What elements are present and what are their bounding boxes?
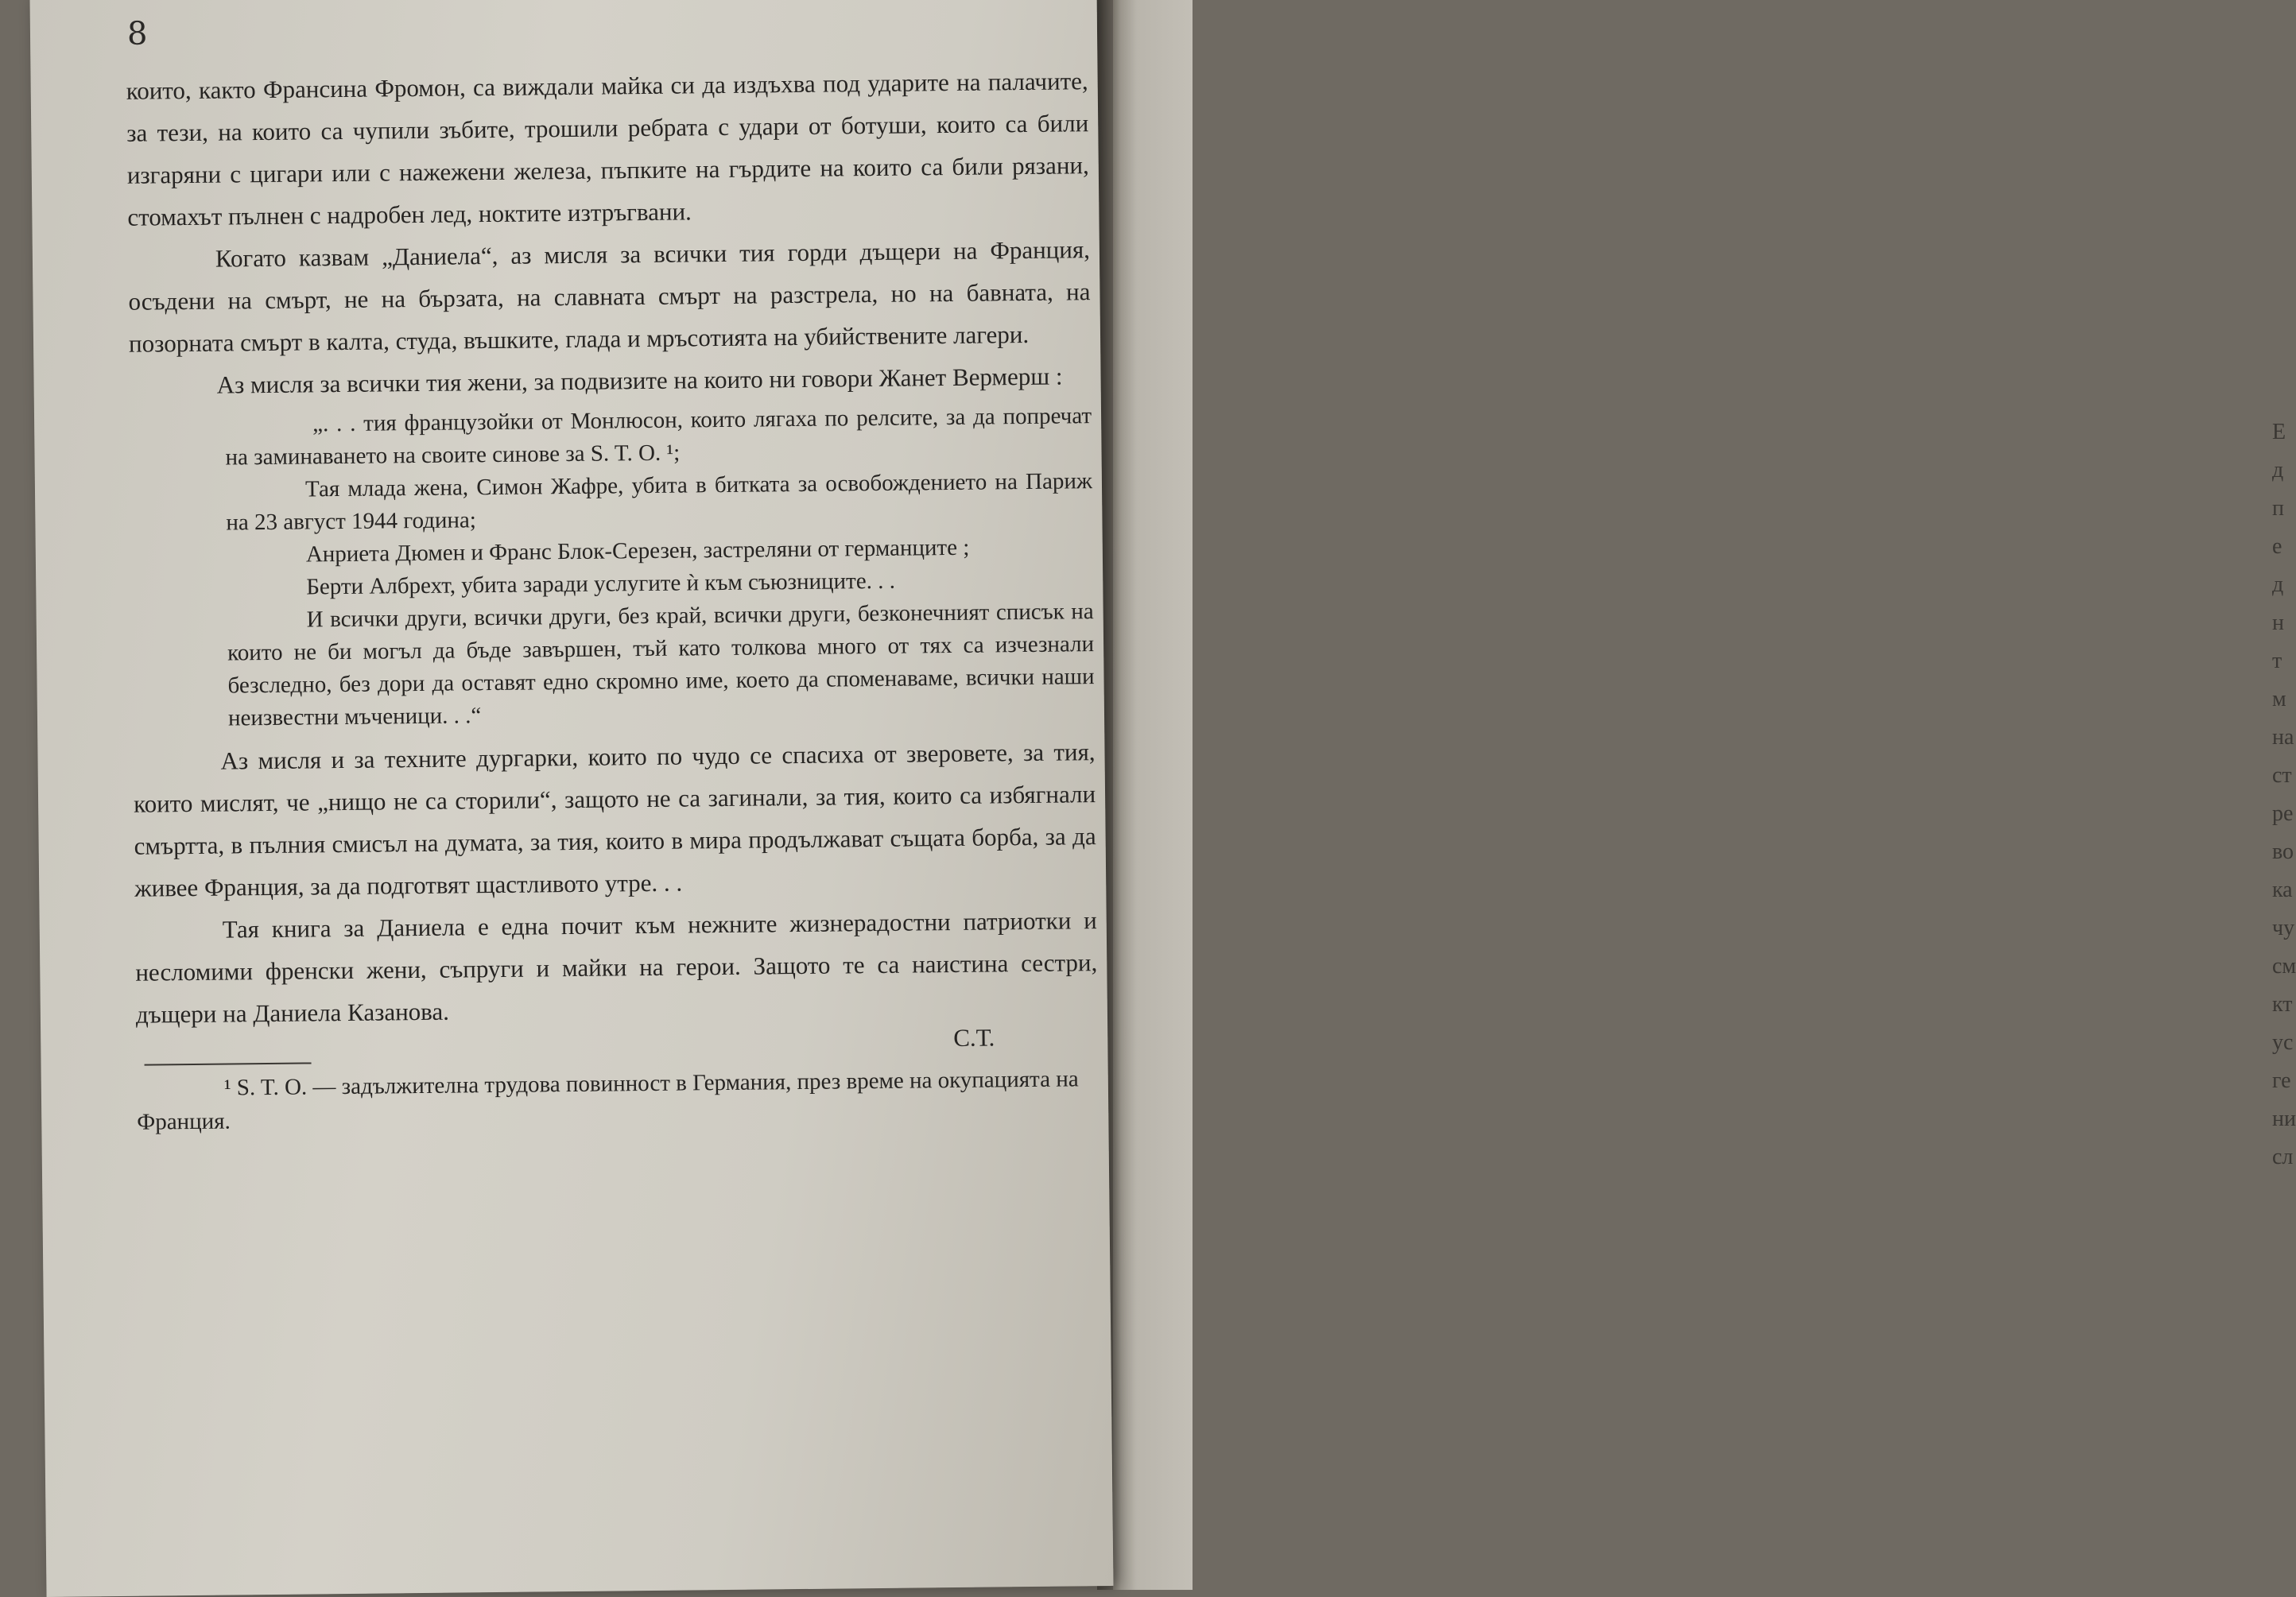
edge-letter: м — [2272, 687, 2286, 711]
edge-letter: во — [2272, 839, 2294, 864]
paragraph-4: Аз мисля и за техните дургарки, които по чудо се спасиха от зверовете, за тия, които мислят, че „нищо не са сторили“, защото не са загинали, за тия, които са избягнали смъртта, в пълния смисъл на думата, за тия, които в мира продължават същата борба, за да живее Франция, за да подготвят щастливото утре. . . — [133, 738, 1096, 902]
quote-line-2: Тая млада жена, Симон Жафре, убита в битката за освобождението на Париж на 23 август 1944 година; — [226, 468, 1093, 536]
paragraph-5: Тая книга за Даниела е една почит към нежните жизнерадостни патриотки и несломими френски жени, съпруги и майки на герои. Защото те са наистина сестри, дъщери на Даниела Казанова. — [135, 906, 1098, 1029]
signature-initials: С.Т. — [953, 1023, 995, 1052]
page-body — [126, 60, 1099, 1139]
book-page — [30, 0, 1114, 1597]
edge-letter: н — [2272, 611, 2284, 635]
edge-letter: кт — [2272, 992, 2293, 1017]
edge-letter: ка — [2272, 878, 2293, 902]
paragraph-1: които, както Франсина Фромон, са виждали майка си да издъхва под ударите на палачите, за тези, на които са чупили зъбите, трошили ребрата с удари от ботуши, които са били изгаряни с цигари или с нажежени железа, пъпките на гърдите на които са били рязани, стомахът пълнен с надробен лед, ноктите изтръгвани. — [126, 67, 1089, 231]
quote-line-4: Берти Албрехт, убита заради услугите ѝ към съюзниците. . . — [306, 568, 896, 600]
block-quote — [130, 400, 1095, 736]
edge-letter: ус — [2272, 1030, 2294, 1055]
page-number: 8 — [126, 15, 148, 52]
edge-letter: на — [2272, 725, 2294, 750]
edge-letter: ни — [2272, 1107, 2296, 1131]
edge-letter: ре — [2272, 801, 2294, 826]
quote-line-5: И всички други, всички други, без край, всички други, безконечният списък на които не би могъл да бъде завършен, тъй като толкова много от тях са изчезнали безследно, без дори да оставят едно скромно име, което да споменаваме, всички наши неизвестни мъченици. . .“ — [227, 599, 1095, 731]
edge-letter: п — [2272, 496, 2284, 521]
paragraph-2: Когато казвам „Даниела“, аз мисля за всички тия горди дъщери на Франция, осъдени на смърт, не на бързата, на славната смърт на разстрела, но на бавната, на позорната смърт в калта, студа, въшките, глада и мръсотията на убийствените лагери. — [128, 235, 1091, 358]
edge-letter: т — [2272, 649, 2282, 673]
edge-letter: чу — [2272, 916, 2295, 940]
edge-letter: Е — [2272, 420, 2286, 444]
edge-letter: д — [2272, 458, 2284, 483]
quote-line-3: Анриета Дюмен и Франс Блок-Серезен, застреляни от германците ; — [305, 534, 970, 568]
edge-letter: сл — [2272, 1145, 2294, 1169]
paragraph-3: Аз мисля за всички тия жени, за подвизите на които ни говори Жанет Вермерш : — [216, 362, 1063, 399]
quote-line-1: „. . . тия французойки от Монлюсон, които лягаха по релсите, за да попречат на заминаването на своите синове за S. T. O. ¹; — [225, 403, 1092, 471]
footnote-divider — [145, 1062, 312, 1065]
facing-page — [1113, 0, 2296, 1590]
edge-letter: д — [2272, 572, 2284, 597]
edge-letter: см — [2272, 954, 2296, 979]
footnote: ¹ S. T. O. — задължителна трудова повинност в Германия, през време на окупацията на Франция. — [137, 1066, 1079, 1135]
edge-letter: ге — [2272, 1068, 2291, 1093]
edge-letter: е — [2272, 534, 2282, 559]
edge-letter: ст — [2272, 763, 2292, 788]
facing-page-edge-text — [2272, 413, 2296, 1176]
